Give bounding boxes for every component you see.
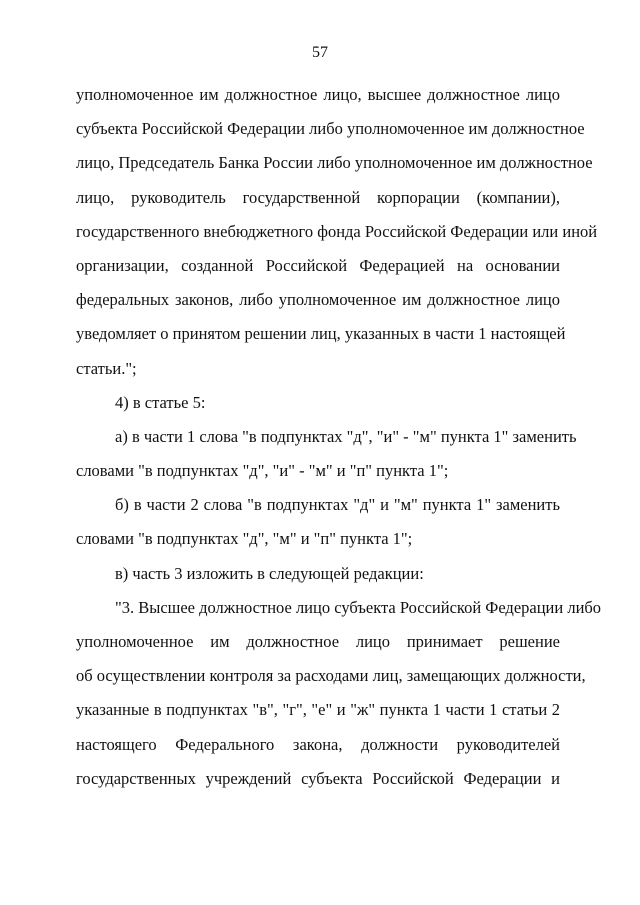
text-line: об осуществлении контроля за расходами лиц, замещающих должности, — [76, 666, 586, 686]
text-line: указанные в подпунктах "в", "г", "е" и "ж" пункта 1 части 1 статьи 2 — [76, 700, 560, 720]
text-line: в) часть 3 изложить в следующей редакции: — [115, 563, 424, 583]
text-line: субъекта Российской Федерации либо уполномоченное им должностное — [76, 119, 585, 139]
text-line: а) в части 1 слова "в подпунктах "д", "и" - "м" пункта 1" заменить — [115, 426, 577, 446]
text-line: 4) в статье 5: — [115, 392, 206, 412]
text-line: государственных учреждений субъекта Российской Федерации и — [76, 768, 560, 788]
text-line: уведомляет о принятом решении лиц, указанных в части 1 настоящей — [76, 324, 566, 344]
page-number: 57 — [312, 44, 328, 61]
text-line: настоящего Федерального закона, должности руководителей — [76, 734, 560, 754]
text-line: статьи."; — [76, 358, 137, 378]
text-line: федеральных законов, либо уполномоченное им должностное лицо — [76, 290, 560, 310]
text-line: уполномоченное им должностное лицо принимает решение — [76, 632, 560, 651]
text-line: уполномоченное им должностное лицо, высшее должностное лицо — [76, 85, 560, 104]
text-line: словами "в подпунктах "д", "и" - "м" и "п" пункта 1"; — [76, 461, 449, 481]
text-line: лицо, руководитель государственной корпорации (компании), — [76, 187, 560, 207]
text-line: государственного внебюджетного фонда Российской Федерации или иной — [76, 221, 598, 241]
text-line: словами "в подпунктах "д", "м" и "п" пункта 1"; — [76, 529, 413, 549]
text-line: лицо, Председатель Банка России либо уполномоченное им должностное — [76, 153, 593, 173]
text-line: б) в части 2 слова "в подпунктах "д" и "м" пункта 1" заменить — [115, 495, 560, 515]
document-body — [76, 78, 602, 796]
text-line: организации, созданной Российской Федерацией на основании — [76, 255, 560, 275]
text-line: "3. Высшее должностное лицо субъекта Российской Федерации либо — [115, 597, 602, 617]
